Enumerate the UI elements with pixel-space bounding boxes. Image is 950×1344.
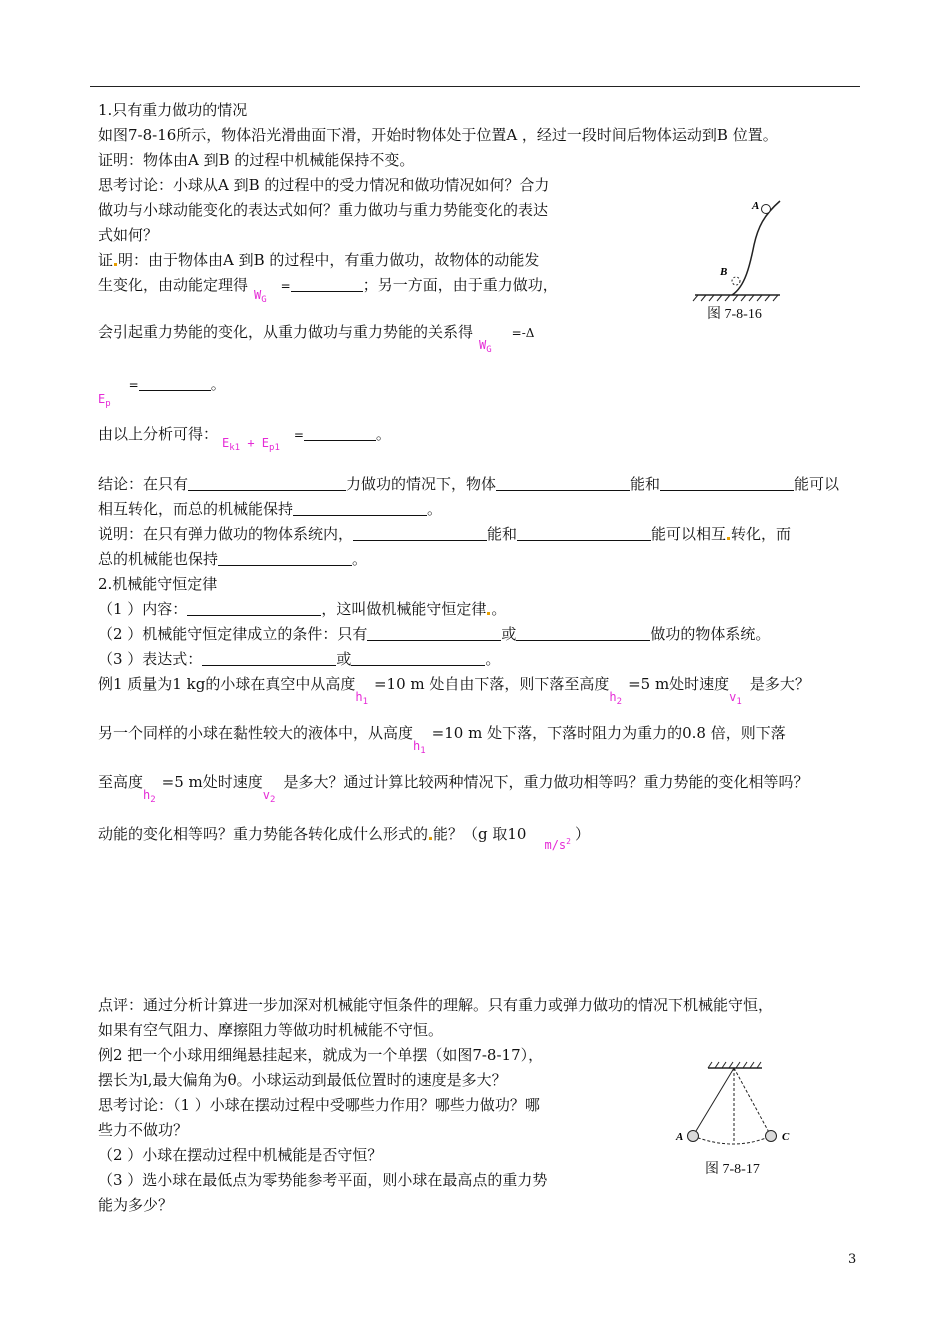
figure-7-8-17 <box>672 1060 802 1158</box>
example2-line-1: 例2 把一个小球用细绳悬挂起来，就成为一个单摆（如图7-8-17）， <box>98 1046 544 1064</box>
blank[interactable] <box>188 476 346 491</box>
figure-7-8-17-caption: 图 7-8-17 <box>705 1162 760 1177</box>
conclusion-line-2: 相互转化，而总的机械能保持 。 <box>98 500 443 518</box>
ceiling-hatch <box>708 1062 761 1068</box>
example2-line-2: 摆长为l,最大偏角为θ。小球运动到最低位置时的速度是多大？ <box>98 1071 507 1089</box>
example2-line-4: 些力不做功？ <box>98 1121 189 1139</box>
law-item-3: （3 ）表达式： 或 。 <box>98 650 501 668</box>
example1-line-3: 至高度$_{h_2}$=5 m处时速度$_{v_2}$是多大？通过计算比较两种情况下，重力做功相等吗？重力势能的变化相等吗？ <box>98 773 809 805</box>
mark-dot <box>429 837 432 840</box>
formula-wg: WG <box>479 338 492 355</box>
blank[interactable] <box>496 476 630 491</box>
blank[interactable] <box>293 501 427 516</box>
law-item-2: （2 ）机械能守恒定律成立的条件：只有 或 做功的物体系统。 <box>98 625 771 643</box>
comment-line-1: 点评：通过分析计算进一步加深对机械能守恒条件的理解。只有重力或弹力做功的情况下机械能守恒， <box>98 996 774 1014</box>
var-h1: h1 <box>413 739 426 756</box>
label-a: A <box>676 1131 684 1143</box>
example1-line-4: 动能的变化相等吗？重力势能各转化成什么形式的 能？（g 取$10_{m/s^2}$ ） <box>98 825 591 852</box>
ball-c <box>766 1131 777 1142</box>
ground-hatch <box>693 295 778 301</box>
ball-a <box>762 205 771 214</box>
ball-a <box>688 1131 699 1142</box>
section2-heading: 2.机械能守恒定律 <box>98 575 218 593</box>
mark-dot <box>727 537 730 540</box>
ball-b <box>732 277 740 285</box>
proof-line-3: 会引起重力势能的变化，从重力做功与重力势能的关系得$_{W_G}$=-Δ <box>98 323 535 355</box>
think-line-3: 式如何？ <box>98 226 159 244</box>
think-line-2: 做功与小球动能变化的表达式如何？重力做功与重力势能变化的表达 <box>98 201 549 219</box>
curved-surface <box>732 201 780 295</box>
var-h2: h2 <box>143 788 156 805</box>
example1-line-2: 另一个同样的小球在黏性较大的液体中，从高度$_{h_1}$=10 m 处下落，下落时阻力为重力的0.8 倍，则下落 <box>98 724 786 756</box>
label-a: A <box>752 200 760 212</box>
result-line: 由以上分析可得： $_{E_{k1} + E_{p1}}$= 。 <box>98 425 391 453</box>
figure-7-8-16-caption: 图 7-8-16 <box>707 307 762 322</box>
note-line-2: 总的机械能也保持 。 <box>98 550 368 568</box>
proof-line-2: 生变化，由动能定理得$_{W_G}$= ；另一方面，由于重力做功， <box>98 276 558 305</box>
header-rule <box>90 86 860 87</box>
blank[interactable] <box>139 376 211 391</box>
conclusion-line-1: 结论：在只有 力做功的情况下，物体 能和 能可以 <box>98 475 840 493</box>
formula-ek1-ep1: Ek1 + Ep1 <box>222 436 280 453</box>
figure-7-8-16 <box>690 195 805 305</box>
blank[interactable] <box>202 651 336 666</box>
example2-line-5: （2 ）小球在摆动过程中机械能是否守恒？ <box>98 1146 383 1164</box>
proof-line-4: $_{E_p}$= 。 <box>98 375 226 409</box>
section1-prove: 证明：物体由A 到B 的过程中机械能保持不变。 <box>98 151 415 169</box>
formula-wg: WG <box>254 288 267 305</box>
blank[interactable] <box>304 426 376 441</box>
var-v2: v2 <box>262 788 276 805</box>
section1-heading: 1.只有重力做功的情况 <box>98 101 248 119</box>
example2-line-6: （3 ）选小球在最低点为零势能参考平面，则小球在最高点的重力势 <box>98 1171 548 1189</box>
mark-dot <box>114 263 117 266</box>
var-h1: h1 <box>355 690 368 707</box>
blank[interactable] <box>291 277 363 292</box>
label-c: C <box>782 1131 790 1143</box>
example2-line-7: 能为多少？ <box>98 1196 174 1214</box>
label-b: B <box>720 266 728 278</box>
var-v1: v1 <box>729 690 742 707</box>
blank[interactable] <box>516 626 650 641</box>
proof-line-1: 证 明：由于物体由A 到B 的过程中，有重力做功，故物体的动能发 <box>98 251 540 269</box>
page-number: 3 <box>848 1252 857 1267</box>
example2-line-3: 思考讨论：（1 ）小球在摆动过程中受哪些力作用？哪些力做功？哪 <box>98 1096 540 1114</box>
blank[interactable] <box>218 551 352 566</box>
example1-line-1: 例1 质量为1 kg的小球在真空中从高度$_{h_1}$=10 m 处自由下落，则下落至高度$_{h_2}$=5 m处时速度$_{v_1}$是多大？ <box>98 675 810 707</box>
think-line-1: 思考讨论：小球从A 到B 的过程中的受力情况和做功情况如何？合力 <box>98 176 550 194</box>
blank[interactable] <box>517 526 651 541</box>
section1-intro: 如图7-8-16所示，物体沿光滑曲面下滑，开始时物体处于位置A ，经过一段时间后物体运动到B 位置。 <box>98 126 778 144</box>
blank[interactable] <box>351 651 485 666</box>
note-line-1: 说明：在只有弹力做功的物体系统内， 能和 能可以相互 转化，而 <box>98 525 792 543</box>
string-a <box>693 1068 734 1136</box>
mark-dot <box>487 612 490 615</box>
blank[interactable] <box>187 601 321 616</box>
formula-ep: Ep <box>98 392 111 409</box>
unit-ms2: m/s2 <box>544 837 571 852</box>
law-item-1: （1 ）内容： ，这叫做机械能守恒定律 。 <box>98 600 507 618</box>
blank[interactable] <box>367 626 501 641</box>
comment-line-2: 如果有空气阻力、摩擦阻力等做功时机械能不守恒。 <box>98 1021 444 1039</box>
string-c <box>734 1068 771 1136</box>
swing-arc <box>693 1136 771 1144</box>
var-h2: h2 <box>609 690 623 707</box>
blank[interactable] <box>353 526 487 541</box>
blank[interactable] <box>660 476 794 491</box>
